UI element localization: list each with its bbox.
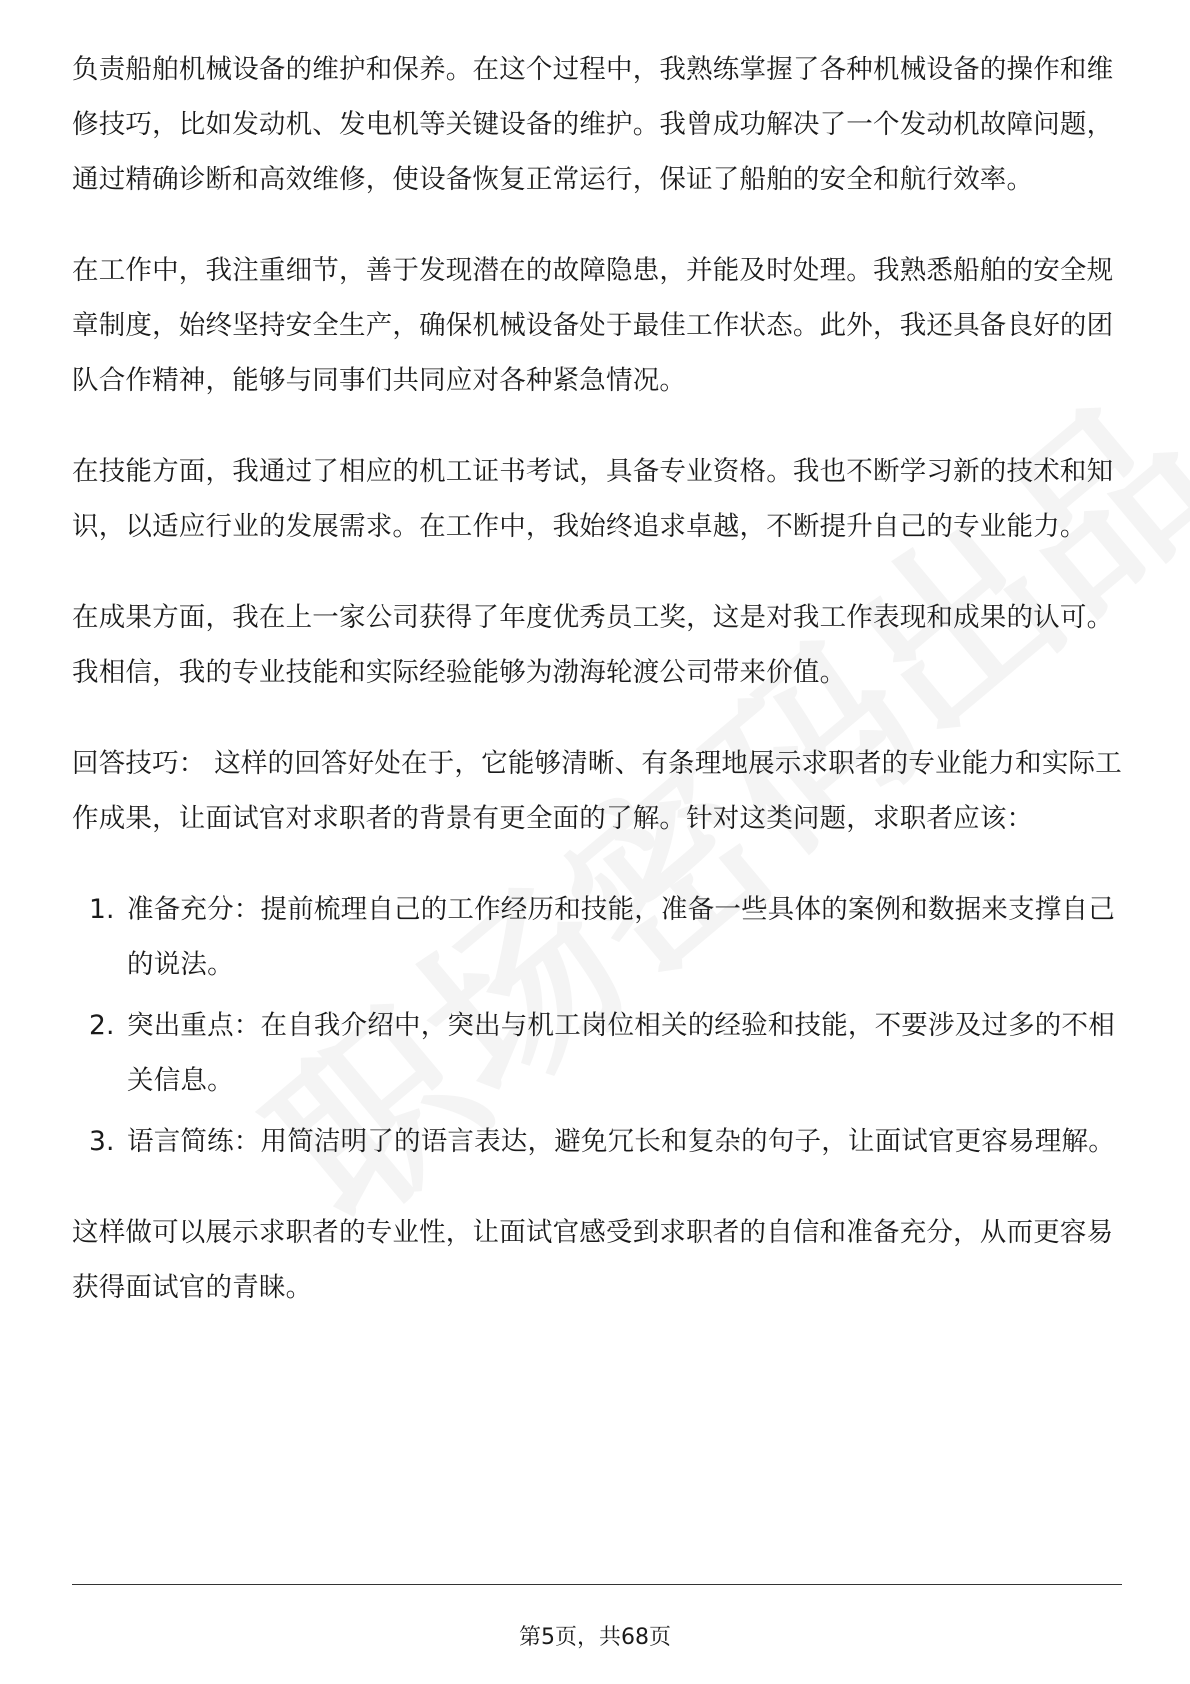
paragraph-skills: 在技能方面，我通过了相应的机工证书考试，具备专业资格。我也不断学习新的技术和知识，以适应行业的发展需求。在工作中，我始终追求卓越，不断提升自己的专业能力。: [72, 456, 1114, 542]
page-number: 第5页，共68页: [519, 1625, 671, 1650]
document-body: [72, 42, 1122, 1351]
footer-divider: [72, 1584, 1122, 1585]
list-item: [72, 1114, 1122, 1169]
list-item-number: 3.: [89, 1126, 115, 1157]
list-item: [72, 882, 1122, 992]
paragraph-answer-tips: 回答技巧： 这样的回答好处在于，它能够清晰、有条理地展示求职者的专业能力和实际工作成果，让面试官对求职者的背景有更全面的了解。针对这类问题，求职者应该：: [72, 748, 1122, 834]
list-item-number: 1.: [89, 894, 115, 925]
paragraph-maintenance: 负责船舶机械设备的维护和保养。在这个过程中，我熟练掌握了各种机械设备的操作和维修技巧，比如发动机、发电机等关键设备的维护。我曾成功解决了一个发动机故障问题，通过精确诊断和高效维修，使设备恢复正常运行，保证了船舶的安全和航行效率。: [72, 54, 1114, 195]
list-item-text: 语言简练：用简洁明了的语言表达，避免冗长和复杂的句子，让面试官更容易理解。: [127, 1126, 1115, 1157]
list-item: [72, 998, 1122, 1108]
tips-list: [72, 882, 1122, 1169]
paragraph-achievements: 在成果方面，我在上一家公司获得了年度优秀员工奖，这是对我工作表现和成果的认可。我相信，我的专业技能和实际经验能够为渤海轮渡公司带来价值。: [72, 602, 1114, 688]
list-item-text: 准备充分：提前梳理自己的工作经历和技能，准备一些具体的案例和数据来支撑自己的说法。: [127, 894, 1115, 980]
paragraph-work-attitude: 在工作中，我注重细节，善于发现潜在的故障隐患，并能及时处理。我熟悉船舶的安全规章制度，始终坚持安全生产，确保机械设备处于最佳工作状态。此外，我还具备良好的团队合作精神，能够与同事们共同应对各种紧急情况。: [72, 255, 1114, 396]
list-item-text: 突出重点：在自我介绍中，突出与机工岗位相关的经验和技能，不要涉及过多的不相关信息。: [127, 1010, 1115, 1096]
paragraph-closing: 这样做可以展示求职者的专业性，让面试官感受到求职者的自信和准备充分，从而更容易获得面试官的青睐。: [72, 1217, 1114, 1303]
list-item-number: 2.: [89, 1010, 115, 1041]
